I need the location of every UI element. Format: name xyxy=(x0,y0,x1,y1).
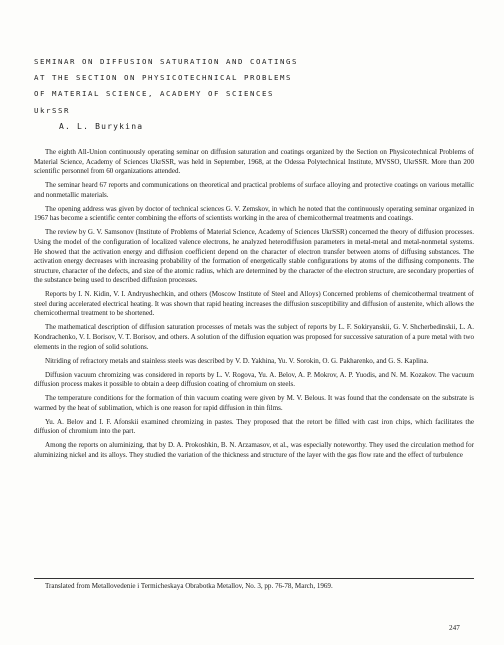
paragraph: Among the reports on aluminizing, that by D. A. Prokoshkin, B. N. Arzamasov, et al., was especially noteworthy. They used the circulation method for aluminizing nickel and its alloys. They studied the variation of the thickness and structure of the layer with the gas flow rate and the effect of turbulence xyxy=(34,441,474,459)
article-body xyxy=(34,148,474,465)
title-line: AT THE SECTION ON PHYSICOTECHNICAL PROBLEMS xyxy=(34,73,292,83)
page-number: 247 xyxy=(449,624,460,632)
title-line: SEMINAR ON DIFFUSION SATURATION AND COATINGS xyxy=(34,57,298,66)
paragraph: Nitriding of refractory metals and stainless steels was described by V. D. Yakhina, Yu. V. Sorokin, O. G. Pakharenko, and G. S. Kaplina. xyxy=(45,356,429,365)
paragraph: Reports by I. N. Kidin, V. I. Andryushechkin, and others (Moscow Institute of Steel and Alloys) Concerned problems of chemicothermal treatment of steel during accelerated electrical heating. It was shown that rapid heating increases the diffusion susceptibility and diffusion of austenite, which allows the chemicothermal treatment to be shortened. xyxy=(34,290,474,318)
footnote-divider xyxy=(34,578,474,579)
paragraph: The eighth All-Union continuously operating seminar on diffusion saturation and coatings organized by the Section on Physicotechnical Problems of Material Science, Academy of Sciences UkrSSR, was held in September, 1968, at the Odessa Polytechnical Institute, MVSSO, UkrSSR. More than 200 scientific personnel from 60 organizations attended. xyxy=(34,148,474,176)
title-line: UkrSSR xyxy=(34,105,70,115)
paragraph: The opening address was given by doctor of technical sciences G. V. Zemskov, in which he noted that the continuously operating seminar organized in 1967 has become a scientific center combining the efforts of scientists working in the area of chemicothermal treatments and coatings. xyxy=(34,204,474,223)
paragraph: The mathematical description of diffusion saturation processes of metals was the subject of reports by L. F. Sokiryanskii, G. V. Shcherbedinskii, L. A. Kondrachenko, V. I. Borisov, V. T. Borisov, and others. A solution of the diffusion equation was proposed for successive saturation of a pure metal with two elements in the region of solid solutions. xyxy=(34,323,474,351)
paragraph: Yu. A. Belov and I. F. Afonskii examined chromizing in pastes. They proposed that the retort be filled with cast iron chips, which facilitates the diffusion of chromium into the part. xyxy=(34,417,474,436)
article-title xyxy=(34,54,474,119)
title-line: OF MATERIAL SCIENCE, ACADEMY OF SCIENCES xyxy=(34,89,274,99)
footnote-text: Translated from Metallovedenie i Termicheskaya Obrabotka Metallov, No. 3, pp. 76-78, March, 1969. xyxy=(45,582,333,590)
paragraph: The review by G. V. Samsonov (Institute of Problems of Material Science, Academy of Sciences UkrSSR) concerned the theory of diffusion processes. Using the model of the configuration of localized valence electrons, he analyzed heterodiffusion parameters in metal-metal and metal-nonmetal systems. He showed that the activation energy and diffusion coefficient depend on the character of electron transfer between atoms of diffusing substances. The activation energy decreases with increasing probability of the formation of energetically stable configurations by atoms of the diffusing components. The structure, character of the defects, and size of the atomic radius, which are determined by the character of the electron structure, are secondary properties of the substance being used to described diffusion processes. xyxy=(34,228,474,285)
paragraph: Diffusion vacuum chromizing was considered in reports by L. V. Rogova, Yu. A. Belov, A. P. Mokrov, A. P. Yuodis, and N. M. Kozakov. The vacuum diffusion process makes it possible to obtain a deep diffusion coating of chromium on steels. xyxy=(34,370,474,389)
footnote xyxy=(34,582,474,592)
author-name: A. L. Burykina xyxy=(59,122,144,131)
paragraph: The seminar heard 67 reports and communications on theoretical and practical problems of surface alloying and protective coatings on various metallic and nonmetallic materials. xyxy=(34,181,474,199)
paragraph: The temperature conditions for the formation of thin vacuum coating were given by M. V. Belous. It was found that the condensate on the substrate is warmed by the heat of sublimation, which is one reason for rapid diffusion in thin films. xyxy=(34,394,474,412)
